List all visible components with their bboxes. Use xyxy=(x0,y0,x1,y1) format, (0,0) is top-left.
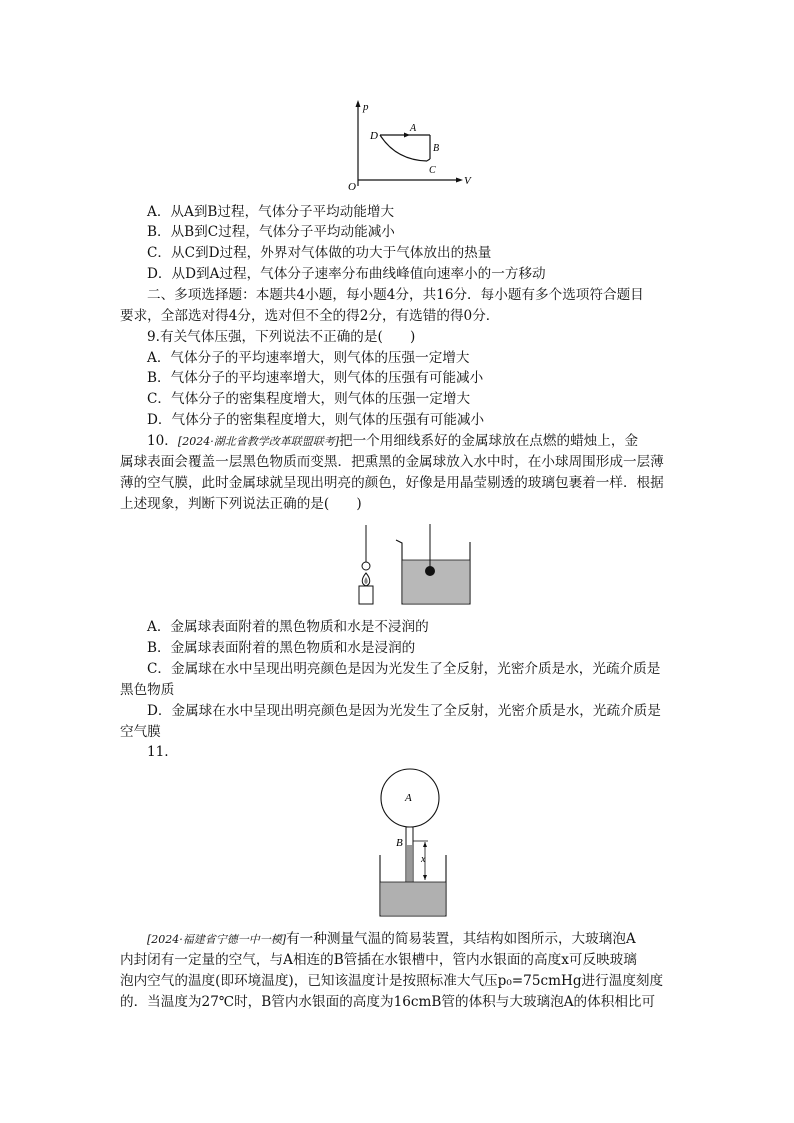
p-axis-label: p xyxy=(363,101,369,113)
process-c-to-d xyxy=(380,135,427,161)
q8-option-d: D．从D到A过程，气体分子速率分布曲线峰值向速率小的一方移动 xyxy=(147,266,546,282)
v-axis-label: V xyxy=(464,175,471,187)
q9-option-a: A．气体分子的平均速率增大，则气体的压强一定增大 xyxy=(147,350,470,366)
height-arrow-up xyxy=(423,842,427,847)
q10-option-c-line2: 黑色物质 xyxy=(120,682,175,698)
q11-stem-line2: 内封闭有一定量的空气，与A相连的B管插在水银槽中，管内水银面的高度x可反映玻璃 xyxy=(120,952,637,968)
q10-option-d-line2: 空气膜 xyxy=(120,724,161,740)
pv-diagram xyxy=(340,98,480,194)
q10-stem-line3: 薄的空气膜，此时金属球就呈现出明亮的颜色，好像是用晶莹剔透的玻璃包裹着一样．根据 xyxy=(120,475,664,491)
q9-option-d: D．气体分子的密集程度增大，则气体的压强有可能减小 xyxy=(147,412,485,428)
q10-number: 10． xyxy=(147,433,178,449)
q8-option-b: B．从B到C过程，气体分子平均动能减小 xyxy=(147,224,395,240)
q9-option-c: C．气体分子的密集程度增大，则气体的压强一定增大 xyxy=(147,391,471,407)
q11-stem-line3: 泡内空气的温度(即环境温度)，已知该温度计是按照标准大气压p₀=75cmHg进行温度刻度 xyxy=(120,973,664,989)
q10-option-b: B．金属球表面附着的黑色物质和水是浸润的 xyxy=(147,640,416,656)
blackened-metal-ball xyxy=(425,566,435,576)
tube-label-b: B xyxy=(396,837,403,849)
q10-option-c-line1: C．金属球在水中呈现出明亮颜色是因为光发生了全反射，光密介质是水，光疏介质是 xyxy=(147,661,661,677)
point-label-d: D xyxy=(370,130,378,142)
q10-stem-line4: 上述现象，判断下列说法正确的是( ) xyxy=(120,496,362,512)
q11-stem-line1 xyxy=(147,929,636,950)
q10-option-a: A．金属球表面附着的黑色物质和水是不浸润的 xyxy=(147,619,429,635)
candle-body xyxy=(359,586,373,604)
section2-heading-line2: 要求，全部选对得4分，选对但不全的得2分，有选错的得0分． xyxy=(120,308,500,324)
q8-option-a: A．从A到B过程，气体分子平均动能增大 xyxy=(147,204,395,220)
candle-beaker-figure xyxy=(350,520,470,608)
point-label-c: C xyxy=(429,165,436,176)
q10-text-line1: 把一个用细线系好的金属球放在点燃的蜡烛上，金 xyxy=(338,433,639,449)
q9-stem: 9.有关气体压强，下列说法不正确的是( ) xyxy=(147,329,416,345)
v-axis-arrow xyxy=(456,178,463,183)
bulb-label-a: A xyxy=(405,792,412,804)
p-axis-arrow xyxy=(356,100,361,107)
q10-option-d-line1: D．金属球在水中呈现出明亮颜色是因为光发生了全反射，光密介质是水，光疏介质是 xyxy=(147,703,661,719)
q11-number: 11. xyxy=(147,744,169,760)
beaker-water xyxy=(403,560,469,603)
q8-option-c: C．从C到D过程，外界对气体做的功大于气体放出的热量 xyxy=(147,245,492,261)
section2-heading-line1: 二、多项选择题：本题共4小题，每小题4分，共16分．每小题有多个选项符合题目 xyxy=(147,287,644,303)
origin-label: O xyxy=(348,181,356,193)
q10-source: [2024·湖北省教学改革联盟联考] xyxy=(177,435,339,448)
process-b-to-c xyxy=(427,159,430,161)
point-label-a: A xyxy=(410,123,417,134)
hanging-ball xyxy=(362,562,370,570)
q9-option-b: B．气体分子的平均速率增大，则气体的压强有可能减小 xyxy=(147,370,484,386)
q11-text-line1: 有一种测量气温的简易装置，其结构如图所示，大玻璃泡A xyxy=(286,931,636,947)
gas-thermometer-figure xyxy=(376,768,476,920)
q10-stem-line1 xyxy=(147,431,638,452)
q11-stem-line4: 的．当温度为27℃时，B管内水银面的高度为16cmB管的体积与大玻璃泡A的体积相比可 xyxy=(120,994,656,1010)
height-label-x: x xyxy=(421,854,426,865)
q10-stem-line2: 属球表面会覆盖一层黑色物质而变黑．把熏黑的金属球放入水中时，在小球周围形成一层薄 xyxy=(120,454,664,470)
trough-mercury xyxy=(381,882,445,915)
height-arrow-down xyxy=(423,875,427,880)
point-label-b: B xyxy=(433,143,440,154)
q11-source: [2024·福建省宁德一中一模] xyxy=(147,933,287,946)
